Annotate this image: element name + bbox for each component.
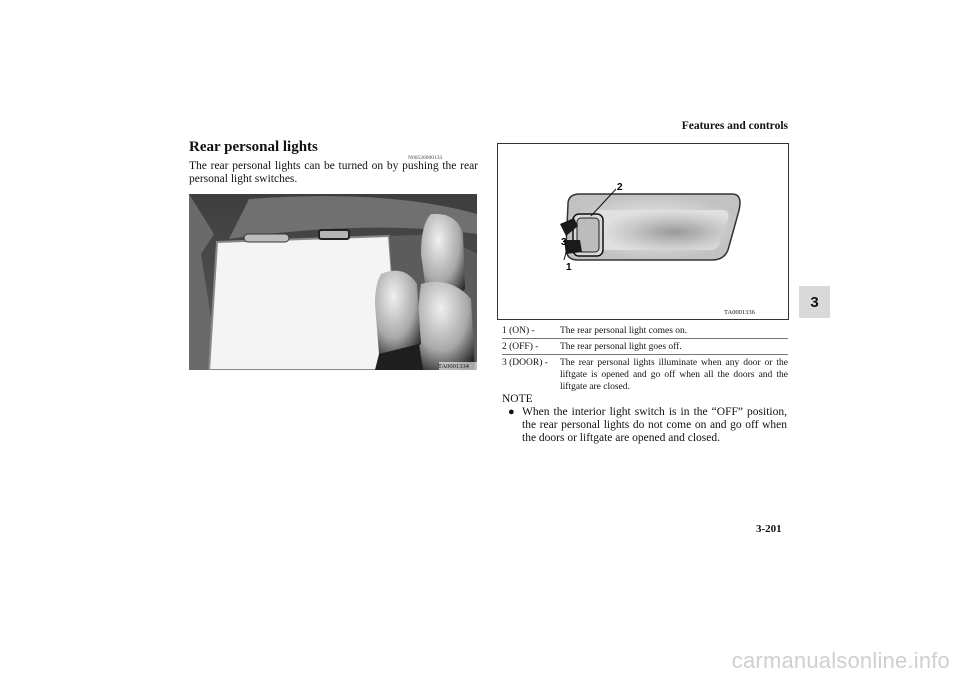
note-text: When the interior light switch is in the “OFF” position, the rear personal lights do not come on and go off when the doors or liftgate are opened and closed.: [522, 406, 787, 444]
legend-row-door: [502, 357, 788, 393]
page-number: 3-201: [756, 523, 782, 535]
section-body-text: The rear personal lights can be turned on by pushing the rear personal light switches.: [189, 160, 478, 185]
switch-position-legend: [502, 325, 788, 394]
legend-description: The rear personal light comes on.: [560, 326, 688, 336]
section-title: Rear personal lights: [189, 139, 318, 155]
legend-position: 1 (ON) -: [502, 326, 535, 336]
watermark: carmanualsonline.info: [731, 648, 950, 673]
page-header-title: Features and controls: [681, 120, 788, 132]
legend-row-off: [502, 341, 788, 353]
note-item: [508, 406, 787, 445]
legend-description: The rear personal light goes off.: [560, 342, 682, 352]
chapter-tab: 3: [799, 286, 830, 318]
legend-description: The rear personal lights illuminate when any door or the liftgate is opened and go off when all the doors and the liftgate are closed.: [560, 358, 788, 392]
section-code: N00526000133: [408, 155, 443, 161]
switch-diagram: [497, 143, 789, 320]
callout-2: 2: [617, 182, 623, 193]
personal-light-switch-illustration: [498, 144, 788, 319]
note-label: NOTE: [502, 393, 533, 405]
rear-lights-photo-illustration: [189, 194, 477, 370]
legend-position: 3 (DOOR) -: [502, 358, 548, 368]
callout-1: 1: [566, 262, 572, 273]
legend-divider: [502, 354, 788, 355]
bullet-icon: ●: [508, 406, 515, 418]
legend-row-on: [502, 325, 788, 337]
diagram-caption: TA0001336: [724, 309, 755, 316]
legend-position: 2 (OFF) -: [502, 342, 539, 352]
photo-caption: TA0001334: [438, 363, 469, 370]
interior-photo: [189, 194, 477, 370]
legend-divider: [502, 338, 788, 339]
callout-3: 3: [561, 237, 567, 248]
